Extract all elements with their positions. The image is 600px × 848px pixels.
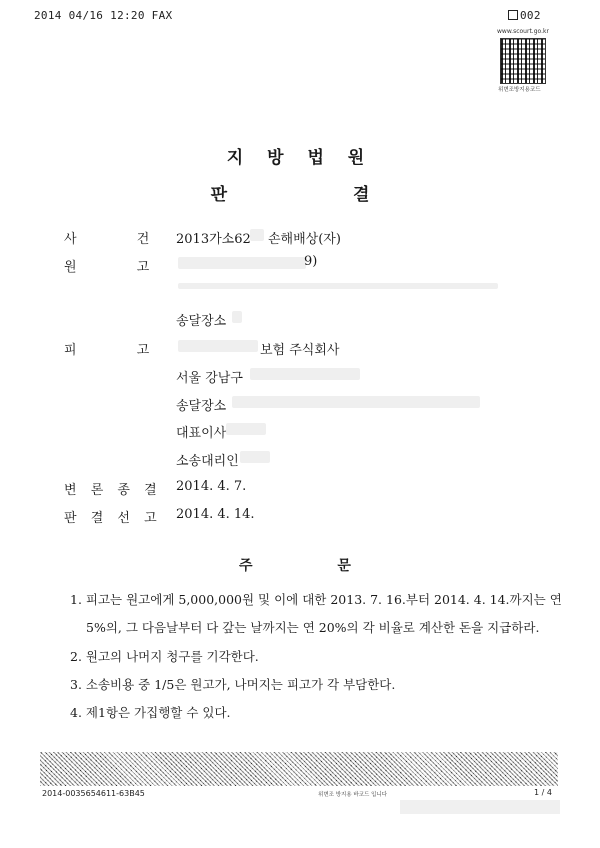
judgment-date: 2014. 4. 14. [176,507,255,522]
redaction [250,229,264,241]
redaction [178,340,258,352]
redaction [250,368,360,380]
barcode-note: 위변조 방지용 바코드 입니다 [318,792,388,798]
judgment-date-label: 판 결 선 고 [64,511,162,526]
redaction [226,423,266,435]
qr-code-image [500,38,546,84]
anti-forgery-barcode [40,752,558,786]
redaction [232,396,480,408]
plaintiff-service-label: 송달장소 [176,314,227,329]
redaction [232,311,242,323]
page-indicator: 1 / 4 [534,788,552,797]
order-item-3: 3. 소송비용 중 1/5은 원고가, 나머지는 피고가 각 부담한다. [70,677,396,692]
scan-noise [400,800,560,814]
redaction [178,283,498,289]
qr-url: www.scourt.go.kr [497,28,549,35]
hearing-end-label: 변 론 종 결 [64,483,162,498]
defendant-counsel-label: 소송대리인 [176,454,239,469]
document-id: 2014-0035654611-63B45 [42,789,145,798]
fax-timestamp: 2014 04/16 12:20 FAX [34,9,173,22]
hearing-end-date: 2014. 4. 7. [176,479,247,494]
redaction [178,257,306,269]
fax-page-number [508,9,541,22]
fax-page-icon [508,10,518,20]
defendant-company: 보험 주식회사 [260,343,340,358]
order-item-1-continued: 5%의, 그 다음날부터 다 갚는 날까지는 연 20%의 각 비율로 계산한 돈을 지급하라. [86,620,540,635]
defendant-label: 피 고 [64,343,178,358]
defendant-address: 서울 강남구 [176,371,243,386]
plaintiff-id-tail: 9) [304,254,318,269]
court-name: 지 방 법 원 [226,148,374,168]
defendant-rep-label: 대표이사 [176,426,227,441]
case-label: 사 건 [64,232,178,247]
defendant-service-label: 송달장소 [176,399,227,414]
order-title: 주 문 [239,558,391,574]
case-type: 손해배상(자) [268,232,341,247]
qr-caption: 위변조방지용코드 [498,87,541,93]
case-number: 2013가소62 [176,232,251,247]
order-item-2: 2. 원고의 나머지 청구를 기각한다. [70,649,259,664]
plaintiff-label: 원 고 [64,260,178,275]
document-title: 판 결 [210,185,430,205]
redaction [240,451,270,463]
order-item-1: 1. 피고는 원고에게 5,000,000원 및 이에 대한 2013. 7. 16.부터 2014. 4. 14.까지는 연 [70,592,562,607]
fax-page-value: 002 [520,9,541,22]
order-item-4: 4. 제1항은 가집행할 수 있다. [70,705,231,720]
